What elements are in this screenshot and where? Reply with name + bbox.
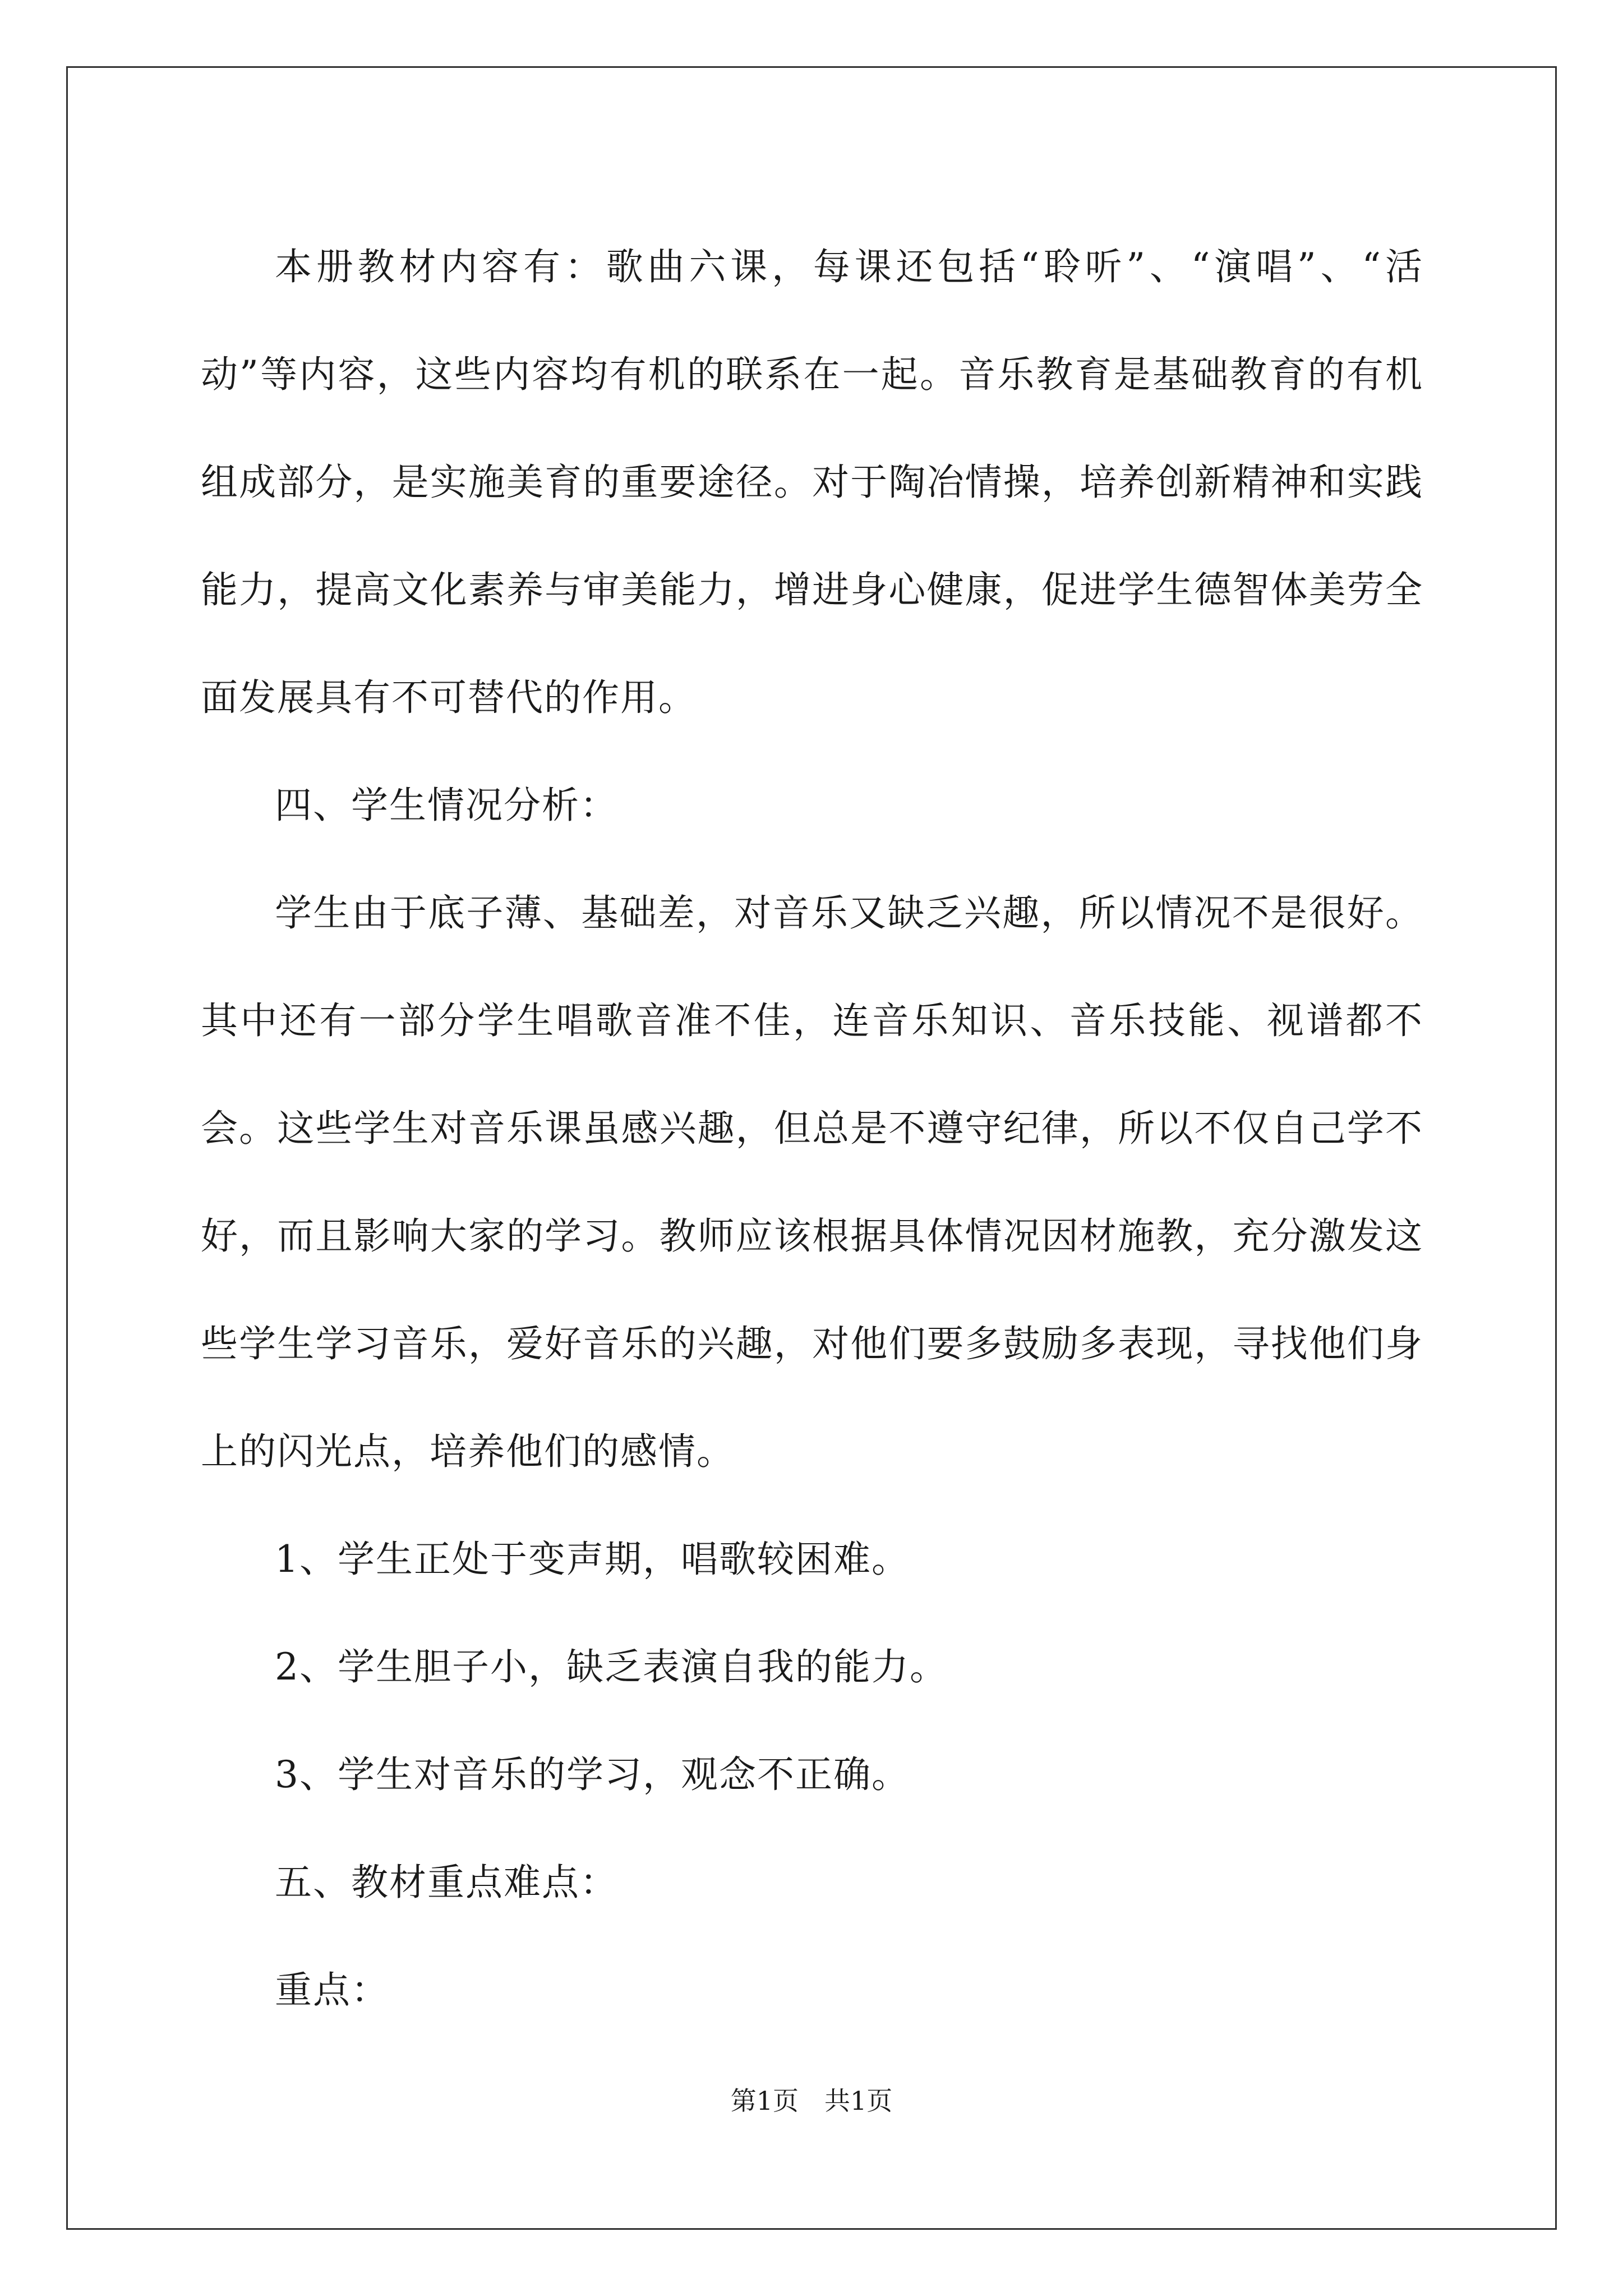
paragraph-student-situation: 学生由于底子薄、基础差，对音乐又缺乏兴趣，所以情况不是很好。其中还有一部分学生唱歌音准不佳，连音乐知识、音乐技能、视谱都不会。这些学生对音乐课虽感兴趣，但总是不遵守纪律，所以不仅自己学不好，而且影响大家的学习。教师应该根据具体情况因材施教，充分激发这些学生学习音乐，爱好音乐的兴趣，对他们要多鼓励多表现，寻找他们身上的闪光点，培养他们的感情。 xyxy=(201,891,1423,1473)
page-number-footer: 第1页 共1页 xyxy=(730,2086,893,2116)
list-item-3: 3、学生对音乐的学习，观念不正确。 xyxy=(275,1753,910,1796)
paragraph-textbook-content: 本册教材内容有：歌曲六课，每课还包括“聆听”、“演唱”、“活动”等内容，这些内容均有机的联系在一起。音乐教育是基础教育的有机组成部分，是实施美育的重要途径。对于陶冶情操，培养创新精神和实践能力，提高文化素养与审美能力，增进身心健康，促进学生德智体美劳全面发展具有不可替代的作用。 xyxy=(201,245,1423,719)
list-item-1: 1、学生正处于变声期，唱歌较困难。 xyxy=(275,1538,910,1581)
subheading-focus: 重点： xyxy=(275,1968,389,2012)
list-item-2: 2、学生胆子小，缺乏表演自我的能力。 xyxy=(275,1645,948,1688)
heading-student-analysis: 四、学生情况分析： xyxy=(275,784,618,827)
heading-key-points: 五、教材重点难点： xyxy=(275,1861,618,1904)
document-body xyxy=(201,213,1423,2044)
